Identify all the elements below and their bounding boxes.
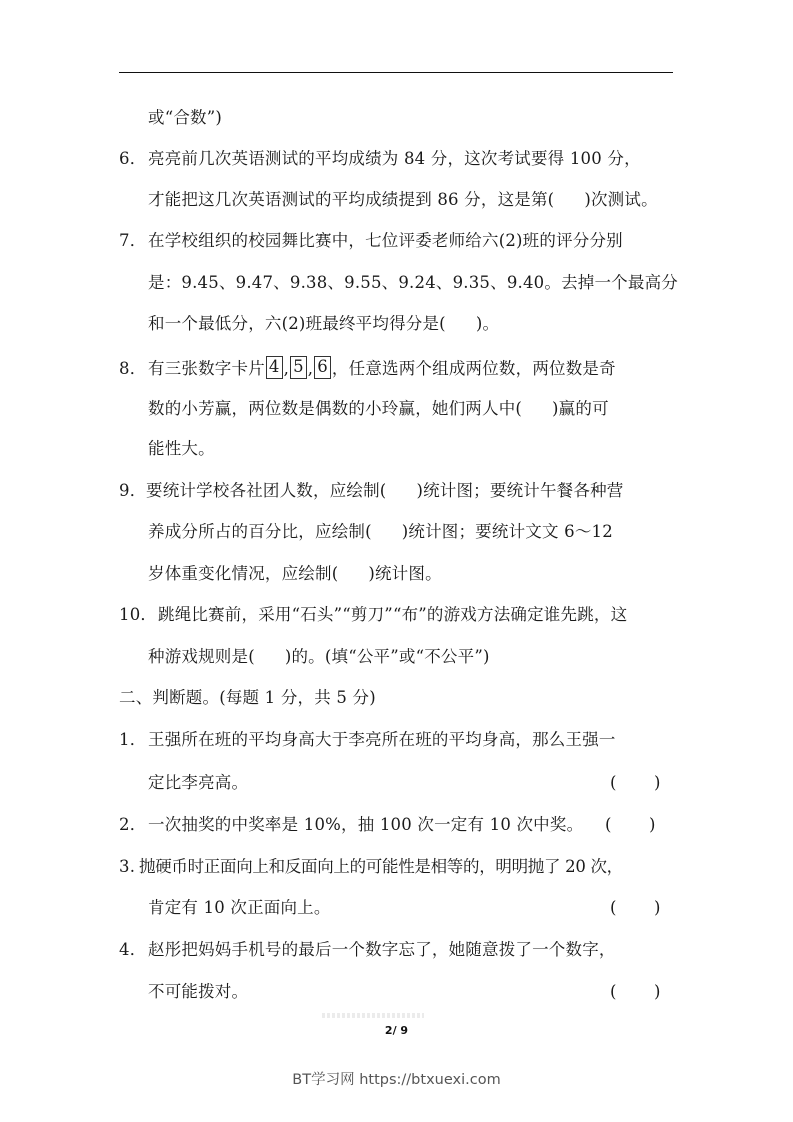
continuation-line	[148, 106, 222, 130]
question-text: 在学校组织的校园舞比赛中，七位评委老师给六(2)班的评分分别	[148, 231, 623, 250]
question-text: 养成分所占的百分比，应绘制(	[148, 522, 372, 541]
answer-blank[interactable]	[622, 771, 652, 795]
question-text: 跳绳比赛前，采用“石头”“剪刀”“布”的游戏方法确定谁先跳，这	[158, 605, 628, 624]
answer-blank[interactable]	[617, 813, 647, 837]
number-card: 4	[266, 356, 283, 379]
question-number: 2．	[119, 815, 147, 834]
answer-paren-open: (	[610, 773, 617, 792]
question-number: 4．	[119, 940, 147, 959]
answer-paren-close: )	[654, 898, 661, 917]
question-text: 才能把这几次英语测试的平均成绩提到 86 分，这是第(	[148, 190, 555, 209]
question-text: 亮亮前几次英语测试的平均成绩为 84 分，这次考试要得 100 分，	[148, 149, 641, 168]
question-number: 8．	[119, 359, 147, 378]
question-text: 赵彤把妈妈手机号的最后一个数字忘了，她随意拨了一个数字，	[148, 940, 616, 959]
question-text: 种游戏规则是(	[148, 647, 255, 666]
answer-paren-close: )	[654, 773, 661, 792]
question-text: 能性大。	[148, 439, 215, 458]
question-text: 岁体重变化情况，应绘制(	[148, 564, 339, 583]
answer-paren-close: )	[649, 815, 656, 834]
page-number: 2/ 9	[384, 1024, 409, 1037]
question-text: 有三张数字卡片	[148, 359, 265, 378]
continuation-text: 或“合数”)	[148, 108, 223, 127]
question-text: 肯定有 10 次正面向上。	[148, 898, 331, 917]
question-text: 抛硬币时正面向上和反面向上的可能性是相等的，明明抛了 20 次，	[139, 857, 623, 876]
question-number: 10．	[119, 605, 158, 624]
question-text: )的。(填“公平”或“不公平”)	[284, 647, 490, 666]
question-text: )统计图；要统计午餐各种营	[416, 481, 624, 500]
answer-paren-open: (	[610, 898, 617, 917]
question-text: 定比李亮高。	[148, 773, 249, 792]
question-text: 和一个最低分，六(2)班最终平均得分是(	[148, 314, 446, 333]
faded-footer-mark	[322, 1013, 424, 1018]
question-number: 7．	[119, 231, 147, 250]
question-number: 3.	[119, 857, 136, 876]
question-text: )统计图。	[368, 564, 442, 583]
number-card: 5	[290, 356, 307, 379]
question-text: 是：9.45、9.47、9.38、9.55、9.24、9.35、9.40。去掉一个最高分	[148, 273, 678, 292]
question-text: )。	[475, 314, 500, 333]
question-text: 不可能拨对。	[148, 982, 249, 1001]
number-card: 6	[314, 356, 331, 379]
question-number: 9．	[119, 481, 147, 500]
question-text: 要统计学校各社团人数，应绘制(	[146, 481, 387, 500]
answer-blank[interactable]	[622, 896, 652, 920]
answer-paren-close: )	[654, 982, 661, 1001]
question-number: 6．	[119, 149, 147, 168]
answer-paren-open: (	[610, 982, 617, 1001]
answer-blank[interactable]	[622, 980, 652, 1004]
question-number: 1．	[119, 730, 147, 749]
question-text: 王强所在班的平均身高大于李亮所在班的平均身高，那么王强一	[148, 730, 616, 749]
question-text: )赢的可	[552, 399, 609, 418]
watermark-footer: BT学习网 https://btxuexi.com	[292, 1072, 501, 1088]
header-rule	[119, 72, 673, 73]
section-title: 二、判断题。(每题 1 分，共 5 分)	[119, 688, 376, 707]
question-text: 一次抽奖的中奖率是 10%，抽 100 次一定有 10 次中奖。	[148, 815, 584, 834]
answer-paren-open: (	[605, 815, 612, 834]
question-text: )统计图；要统计文文 6～12	[401, 522, 613, 541]
question-text: ，任意选两个组成两位数，两位数是奇	[331, 359, 616, 378]
question-text: 数的小芳赢，两位数是偶数的小玲赢，她们两人中(	[148, 399, 523, 418]
question-text: )次测试。	[584, 190, 658, 209]
